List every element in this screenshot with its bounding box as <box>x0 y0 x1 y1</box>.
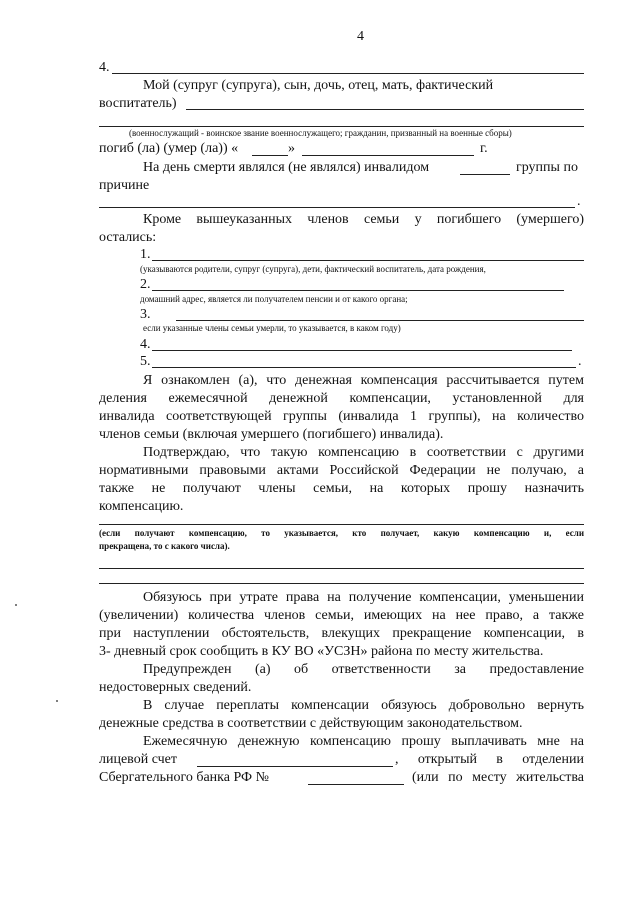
bank-branch-field[interactable] <box>308 784 404 785</box>
acquainted-line-3: инвалида соответствующей группы (инвалида 1 группы), на количество <box>99 409 584 424</box>
disability-group-fill[interactable] <box>460 174 510 175</box>
compensation-fill-line[interactable] <box>99 524 584 525</box>
family-item-5-line[interactable] <box>152 367 576 368</box>
acquainted-line-1: Я ознакомлен (а), что денежная компенсация рассчитывается путем <box>143 373 584 388</box>
warned-line-1: Предупрежден (а) об ответственности за предоставление <box>143 662 584 677</box>
relation-line-2: воспитатель) <box>99 96 177 111</box>
family-hint-2: домашний адрес, является ли получателем пенсии и от какого органа; <box>140 294 408 304</box>
overpay-line-2: денежные средства в соответствии с действующим законодательством. <box>99 716 523 731</box>
account-number-field[interactable] <box>197 766 393 767</box>
relation-line-1: Мой (супруг (супруга), сын, дочь, отец, мать, фактический <box>143 78 494 93</box>
confirm-line-4: компенсацию. <box>99 499 184 514</box>
oblige-line-2: (увеличении) количества членов семьи, имеющих на нее право, а также <box>99 608 584 623</box>
died-mid: » <box>288 141 295 156</box>
family-item-4: 4. <box>140 337 151 352</box>
disability-reason-label: причине <box>99 178 150 193</box>
payment-line-1: Ежемесячную денежную компенсацию прошу выплачивать мне на <box>143 734 584 749</box>
died-prefix: погиб (ла) (умер (ла)) « <box>99 141 239 156</box>
family-end-period: . <box>578 354 582 369</box>
family-item-2: 2. <box>140 277 151 292</box>
oblige-line-3: при наступлении обстоятельств, влекущих прекращение компенсации, в <box>99 626 584 641</box>
confirm-hint-2: прекращена, то с какого числа). <box>99 541 230 551</box>
compensation-fill-line-3[interactable] <box>99 583 584 584</box>
acquainted-line-2: деления ежемесячной денежной компенсации, установленной для <box>99 391 584 406</box>
period: . <box>577 194 581 209</box>
family-item-1-line[interactable] <box>152 260 584 261</box>
family-item-3-line[interactable] <box>176 320 584 321</box>
confirm-line-2: нормативными правовыми актами Российской Федерации не получаю, а <box>99 463 584 478</box>
family-line-2: остались: <box>99 230 157 245</box>
page-number: 4 <box>357 29 364 44</box>
family-item-1: 1. <box>140 247 151 262</box>
acquainted-line-4: членов семьи (включая умершего (погибшего) инвалида). <box>99 427 444 442</box>
family-hint-3: если указанные члены семьи умерли, то указывается, в каком году) <box>143 323 401 333</box>
payment-bank-label: Сбергательного банка РФ № <box>99 770 269 785</box>
family-item-5: 5. <box>140 354 151 369</box>
fill-line[interactable] <box>112 73 584 74</box>
payment-account-label: лицевой счет <box>99 752 177 767</box>
family-item-4-line[interactable] <box>152 350 572 351</box>
day-fill-line[interactable] <box>252 155 288 156</box>
payment-opened-text: , открытый в отделении <box>395 752 584 767</box>
scan-speck <box>15 604 17 606</box>
died-suffix: г. <box>480 141 488 156</box>
payment-residence-text: (или по месту жительства <box>412 770 584 785</box>
confirm-line-3: также не получают члены семьи, на которых прошу назначить <box>99 481 584 496</box>
item-number: 4. <box>99 60 110 75</box>
warned-line-2: недостоверных сведений. <box>99 680 252 695</box>
family-item-2-line[interactable] <box>152 290 564 291</box>
family-hint-1: (указываются родители, супруг (супруга), дети, фактический воспитатель, дата рождения, <box>140 264 486 274</box>
overpay-line-1: В случае переплаты компенсации обязуюсь добровольно вернуть <box>143 698 584 713</box>
reason-fill-line[interactable] <box>99 207 575 208</box>
relation-fill-line[interactable] <box>186 109 584 110</box>
oblige-line-4: 3- дневный срок сообщить в КУ ВО «УСЗН» района по месту жительства. <box>99 644 544 659</box>
relation-fill-line-2[interactable] <box>99 126 584 127</box>
disability-text-b: группы по <box>516 160 578 175</box>
scan-speck <box>56 700 58 702</box>
compensation-fill-line-2[interactable] <box>99 568 584 569</box>
disability-text-a: На день смерти являлся (не являлся) инвалидом <box>143 160 430 175</box>
family-line-1: Кроме вышеуказанных членов семьи у погибшего (умершего) <box>143 212 584 227</box>
oblige-line-1: Обязуюсь при утрате права на получение компенсации, уменьшении <box>143 590 584 605</box>
confirm-hint-1: (если получают компенсацию, то указывается, кто получает, какую компенсацию и, если <box>99 528 584 538</box>
confirm-line-1: Подтверждаю, что такую компенсацию в соответствии с другими <box>143 445 584 460</box>
family-item-3: 3. <box>140 307 151 322</box>
military-hint: (военнослужащий - воинское звание военнослужащего; гражданин, призванный на военные сборы) <box>129 128 512 138</box>
month-year-fill-line[interactable] <box>302 155 474 156</box>
